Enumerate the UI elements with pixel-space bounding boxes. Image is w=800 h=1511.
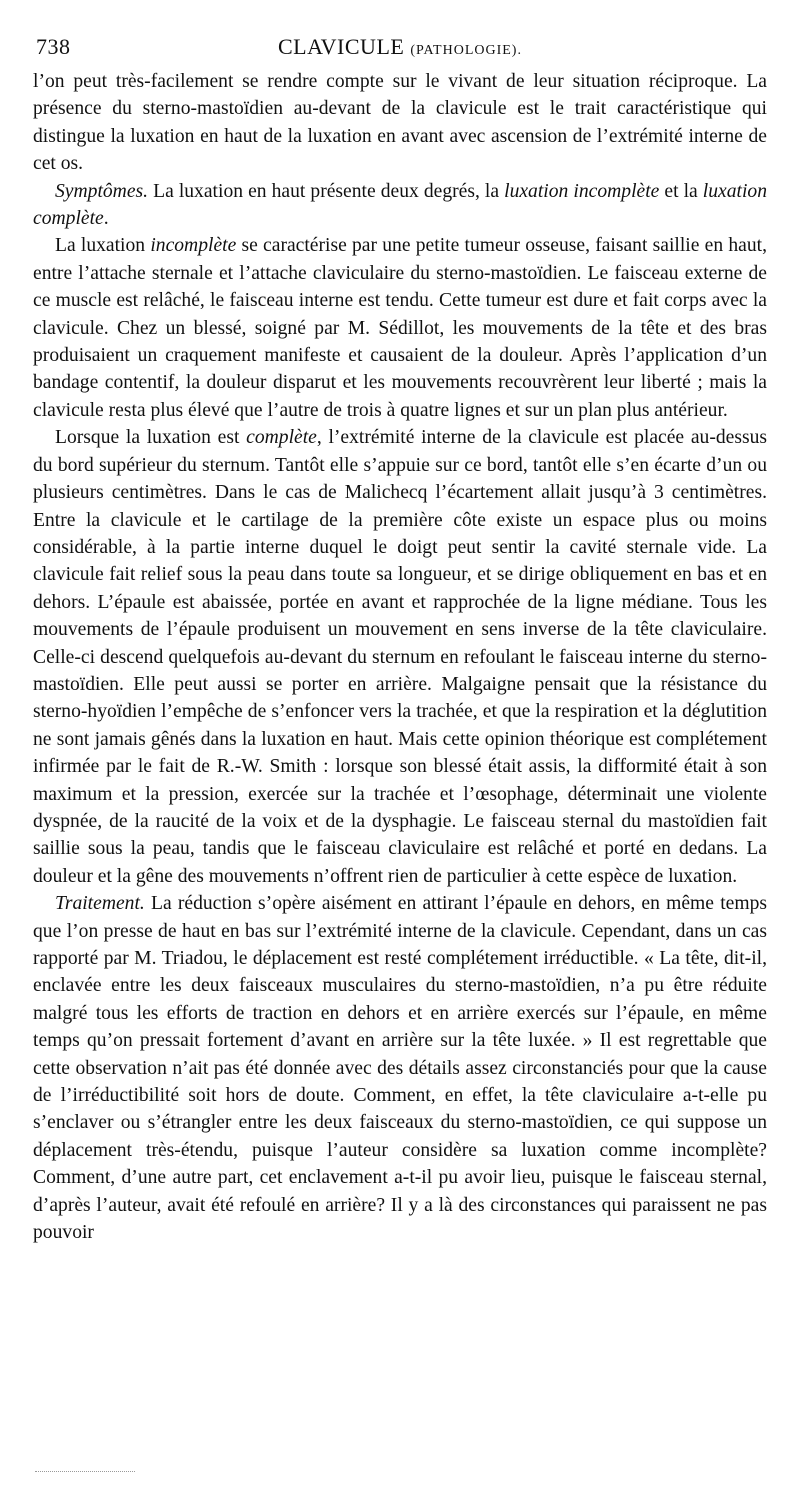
section-lead-symptomes: Symptômes. [55,180,149,202]
paragraph-text: La réduction s’opère aisément en attirant l’épaule en dehors, en même temps que l’on presse de haut en bas sur l’extrémité interne de la clavicule. Cependant, dans un cas rapporté par M. Triadou, le déplacement est resté complétement irréductible. « La tête, dit-il, enclavée entre les deux faisceaux musculaires du sterno-mastoïdien, n’a pu être réduite malgré tous les efforts de traction en dehors et en arrière exercés sur l’épaule, en même temps qu’on pressait fortement d’avant en arrière sur la tête luxée. » Il est regrettable que cette observation n’ait pas été donnée avec des détails assez circonstanciés pour que la cause de l’irréductibilité soit hors de doute. Comment, en effet, la tête claviculaire a-t-elle pu s’enclaver ou s’étrangler entre les deux faisceaux du sterno-mastoïdien, ce qui suppose un déplacement très-étendu, puisque l’auteur considère sa luxation comme incomplète? Comment, d’une autre part, cet enclavement a-t-il pu avoir lieu, puisque le faisceau sternal, d’après l’auteur, avait été refoulé en arrière? Il y a là des circonstances qui paraissent ne pas pouvoir [33,893,767,1244]
running-title-main: CLAVICULE [278,34,405,59]
paragraph-symptomes [33,178,767,233]
emphasis-text: luxation complète [33,180,767,230]
section-lead-traitement: Traitement. [55,893,145,915]
footer-rule [35,1471,135,1472]
paragraph-continuation: l’on peut très-facilement se rendre compte sur le vivant de leur situation réciproque. La présence du sterno-mastoïdien au-devant de la clavicule est le trait caractéristique qui distingue la luxation en haut de la luxation en avant avec ascension de l’extrémité interne de cet os. [33,71,767,175]
emphasis-text: incomplète [150,235,237,257]
book-page [33,28,767,1246]
paragraph-text: et la [659,180,703,202]
running-title [33,34,767,60]
paragraph-text: La luxation [55,235,151,257]
page-header [33,28,767,68]
page-number: 738 [36,34,71,59]
paragraph-text: se caractérise par une petite tumeur osseuse, faisant saillie en haut, entre l’attache sternale et l’attache claviculaire du sterno-mastoïdien. Le faisceau externe de ce muscle est relâché, le faisceau interne est tendu. Cette tumeur est dure et fait corps avec la clavicule. Chez un blessé, soigné par M. Sédillot, les mouvements de la tête et des bras produisaient un craquement manifeste et causaient de la douleur. Après l’application d’un bandage contentif, la douleur disparut et les mouvements recouvrèrent leur liberté ; mais la clavicule resta plus élevé que l’autre de trois à quatre lignes et sur un plan plus antérieur. [33,235,767,421]
paragraph-traitement [33,890,767,1246]
running-title-sub: (PATHOLOGIE). [410,43,522,58]
paragraph-luxation-complete [33,424,767,890]
paragraph-text: . [103,208,109,230]
body-text [33,68,767,1246]
emphasis-text: luxation incomplète [504,180,660,202]
paragraph-luxation-incomplete [33,232,767,424]
paragraph-text: La luxation en haut présente deux degrés, la [148,180,505,202]
paragraph-text: Lorsque la luxation est [55,427,247,449]
paragraph-text: , l’extrémité interne de la clavicule est placée au-dessus du bord supérieur du sternum. Tantôt elle s’appuie sur ce bord, tantôt elle s’en écarte d’un ou plusieurs centimètres. Dans le cas de Malichecq l’écartement allait jusqu’à 3 centimètres. Entre la clavicule et le cartilage de la première côte existe un espace plus ou moins considérable, à la partie interne duquel le doigt peut sentir la cavité sternale vide. La clavicule fait relief sous la peau dans toute sa longueur, et se dirige obliquement en bas et en dehors. L’épaule est abaissée, portée en avant et rapprochée de la ligne médiane. Tous les mouvements de l’épaule produisent un mouvement en sens inverse de la tête claviculaire. Celle-ci descend quelquefois au-devant du sternum en refoulant le faisceau interne du sterno-mastoïdien. Elle peut aussi se porter en arrière. Malgaigne pensait que la résistance du sterno-hyoïdien l’empêche de s’enfoncer vers la trachée, et que la respiration et la déglutition ne sont jamais gênés dans la luxation en haut. Mais cette opinion théorique est complétement infirmée par le fait de R.-W. Smith : lorsque son blessé était assis, la difformité était à son maximum et la pression, exercée sur la trachée et l’œsophage, déterminait une violente dyspnée, de la raucité de la voix et de la dysphagie. Le faisceau sternal du mastoïdien fait saillie sous la peau, tandis que le faisceau claviculaire est relâché et porté en dedans. La douleur et la gêne des mouvements n’offrent rien de particulier à cette espèce de luxation. [33,427,768,887]
emphasis-text: complète [246,427,317,449]
